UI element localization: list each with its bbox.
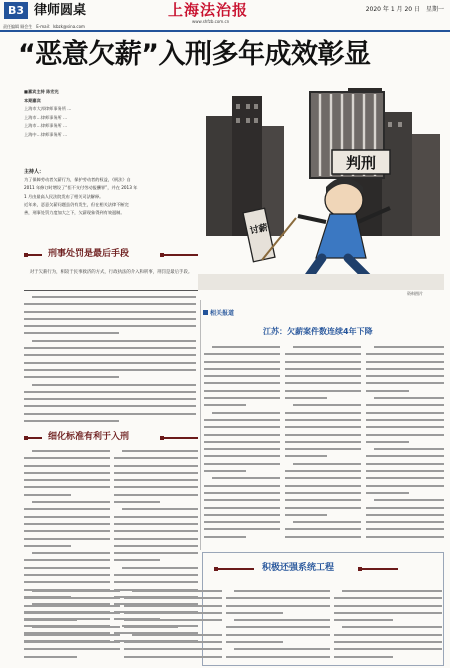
page-number-badge: B3 <box>4 2 28 19</box>
article-column <box>366 346 444 543</box>
text-line-placeholder <box>32 501 110 503</box>
text-line-placeholder <box>212 412 280 414</box>
text-line-placeholder <box>204 441 280 443</box>
text-line-placeholder <box>366 485 444 487</box>
text-line-placeholder <box>285 382 361 384</box>
credit-line: 上海市…律师事务所 … <box>24 114 68 120</box>
text-line-placeholder <box>24 457 110 459</box>
text-line-placeholder <box>366 426 444 428</box>
text-line-placeholder <box>32 296 196 298</box>
text-line-placeholder <box>124 619 222 621</box>
text-line-placeholder <box>293 521 361 523</box>
text-line-placeholder <box>226 612 283 614</box>
text-line-placeholder <box>285 470 361 472</box>
text-line-placeholder <box>285 507 361 509</box>
text-line-placeholder <box>114 574 198 576</box>
text-line-placeholder <box>226 634 330 636</box>
text-line-placeholder <box>114 465 198 467</box>
text-line-placeholder <box>24 413 196 415</box>
text-line-placeholder <box>24 405 196 407</box>
sign-text-sentencing: 判刑 <box>345 154 377 172</box>
credit-line: ■嘉宾主持 陈宏光 <box>24 89 59 94</box>
text-line-placeholder <box>366 455 444 457</box>
section-title: 刑事处罚是最后手段 <box>48 249 130 259</box>
text-line-placeholder <box>334 619 393 621</box>
text-line-placeholder <box>204 470 246 472</box>
article-column <box>226 590 330 663</box>
column-divider <box>200 300 201 550</box>
text-line-placeholder <box>24 530 110 532</box>
text-line-placeholder <box>226 597 330 599</box>
section-title: 细化标准有利于入刑 <box>48 432 130 442</box>
text-line-placeholder <box>204 507 280 509</box>
text-line-placeholder <box>285 426 361 428</box>
text-line-placeholder <box>374 346 444 348</box>
text-line-placeholder <box>334 656 393 658</box>
text-line-placeholder <box>204 390 280 392</box>
text-line-placeholder <box>32 552 110 554</box>
text-line-placeholder <box>285 441 361 443</box>
text-line-placeholder <box>114 530 198 532</box>
text-line-placeholder <box>204 434 280 436</box>
text-line-placeholder <box>24 332 119 334</box>
text-line-placeholder <box>32 590 120 592</box>
text-line-placeholder <box>24 538 110 540</box>
article-column <box>204 346 280 543</box>
text-line-placeholder <box>24 369 196 371</box>
text-line-placeholder <box>24 472 110 474</box>
text-line-placeholder <box>24 567 110 569</box>
text-line-placeholder <box>226 605 330 607</box>
text-line-placeholder <box>124 656 222 658</box>
text-line-placeholder <box>24 362 196 364</box>
text-line-placeholder <box>204 536 246 538</box>
text-line-placeholder <box>24 612 120 614</box>
text-line-placeholder <box>293 404 361 406</box>
text-line-placeholder <box>114 457 198 459</box>
text-line-placeholder <box>24 391 196 393</box>
text-line-placeholder <box>285 412 361 414</box>
text-line-placeholder <box>24 479 110 481</box>
text-line-placeholder <box>114 516 198 518</box>
credit-line: 上海中…律师事务所 … <box>24 131 68 137</box>
text-line-placeholder <box>24 574 110 576</box>
related-report-label: 相关报道 <box>203 310 234 318</box>
text-line-placeholder <box>24 648 120 650</box>
text-line-placeholder <box>204 485 280 487</box>
text-line-placeholder <box>24 494 71 496</box>
text-line-placeholder <box>114 552 198 554</box>
text-line-placeholder <box>24 523 110 525</box>
text-line-placeholder <box>285 434 361 436</box>
text-line-placeholder <box>32 450 110 452</box>
section-ornament <box>24 254 42 256</box>
text-line-placeholder <box>204 426 280 428</box>
text-line-placeholder <box>293 346 361 348</box>
text-line-placeholder <box>24 303 196 305</box>
text-line-placeholder <box>366 507 444 509</box>
text-line-placeholder <box>334 648 442 650</box>
text-line-placeholder <box>226 641 283 643</box>
text-line-placeholder <box>24 465 110 467</box>
article-column <box>334 590 442 663</box>
text-line-placeholder <box>204 361 280 363</box>
text-line-placeholder <box>234 619 330 621</box>
text-line-placeholder <box>24 641 120 643</box>
text-line-placeholder <box>334 605 442 607</box>
text-line-placeholder <box>366 441 409 443</box>
text-line-placeholder <box>204 375 280 377</box>
text-line-placeholder <box>124 597 222 599</box>
section-name: 律师圆桌 <box>34 3 87 18</box>
text-line-placeholder <box>366 382 444 384</box>
text-line-placeholder <box>124 605 222 607</box>
photo-credit: 资料图片 <box>407 291 423 296</box>
text-line-placeholder <box>24 311 196 313</box>
text-line-placeholder <box>366 514 444 516</box>
lead-line: 近年来，恶意欠薪问题虽仍有发生，但在相关法律不断完 <box>24 201 129 207</box>
text-line-placeholder <box>204 404 246 406</box>
text-line-placeholder <box>122 450 198 452</box>
text-line-placeholder <box>212 477 280 479</box>
text-line-placeholder <box>204 419 280 421</box>
text-line-placeholder <box>24 656 77 658</box>
lead-line: 1 月由最高人民法院发布了相关司法解释。 <box>24 193 104 199</box>
text-line-placeholder <box>366 390 409 392</box>
text-line-placeholder <box>334 641 442 643</box>
text-line-placeholder <box>334 612 442 614</box>
text-line-placeholder <box>285 485 361 487</box>
credit-line: 本期嘉宾 <box>24 97 41 103</box>
text-line-placeholder <box>285 492 361 494</box>
text-line-placeholder <box>122 567 198 569</box>
section-ornament <box>160 254 198 256</box>
text-line-placeholder <box>366 404 444 406</box>
text-line-placeholder <box>285 397 327 399</box>
text-line-placeholder <box>114 501 160 503</box>
article-column <box>124 590 222 663</box>
lead-line: 善，刑事处罚力度加大之下，欠薪现象得到有效遏制。 <box>24 210 125 216</box>
newspaper-logo: 上海法治报 <box>168 1 249 19</box>
text-line-placeholder <box>226 656 330 658</box>
text-line-placeholder <box>114 581 198 583</box>
text-line-placeholder <box>122 508 198 510</box>
text-line-placeholder <box>285 353 361 355</box>
guest-credits <box>24 88 154 139</box>
text-line-placeholder <box>212 346 280 348</box>
section-ornament <box>214 568 254 570</box>
text-line-placeholder <box>366 419 444 421</box>
text-line-placeholder <box>204 397 280 399</box>
text-line-placeholder <box>366 528 444 530</box>
text-line-placeholder <box>124 648 222 650</box>
text-line-placeholder <box>366 470 444 472</box>
text-line-placeholder <box>114 486 198 488</box>
text-line-placeholder <box>32 626 120 628</box>
text-line-placeholder <box>285 477 361 479</box>
text-line-placeholder <box>285 390 361 392</box>
text-line-placeholder <box>366 434 444 436</box>
text-line-placeholder <box>366 368 444 370</box>
text-line-placeholder <box>24 486 110 488</box>
editor-credits: 责任编辑 顾会生 E-mail：lsbzk@sina.com <box>3 24 85 29</box>
text-line-placeholder <box>204 353 280 355</box>
text-line-placeholder <box>24 376 119 378</box>
text-line-placeholder <box>24 354 196 356</box>
text-line-placeholder <box>204 368 280 370</box>
text-line-placeholder <box>24 581 110 583</box>
text-line-placeholder <box>24 516 110 518</box>
text-line-placeholder <box>204 382 280 384</box>
text-line-placeholder <box>24 619 77 621</box>
section-quote: 对于欠薪行为，相较于民事救济的方式，行政执法的介入和刑事，刑罚是最后手段。 <box>29 270 193 275</box>
text-line-placeholder <box>342 626 442 628</box>
text-line-placeholder <box>114 523 198 525</box>
text-line-placeholder <box>24 559 110 561</box>
host-introduction <box>24 168 196 217</box>
text-line-placeholder <box>124 612 222 614</box>
text-line-placeholder <box>24 508 110 510</box>
text-line-placeholder <box>374 499 444 501</box>
text-line-placeholder <box>285 361 361 363</box>
text-line-placeholder <box>114 538 198 540</box>
text-line-placeholder <box>24 347 196 349</box>
lead-line: 2011 年修订时增设了“拒不支付劳动报酬罪”，并在 2013 年 <box>24 185 138 191</box>
text-line-placeholder <box>204 448 280 450</box>
lead-line: 为了保障劳动者欠薪行为，保护劳动者的权益，《刑法》自 <box>24 177 131 182</box>
text-line-placeholder <box>366 361 444 363</box>
text-line-placeholder <box>124 626 178 628</box>
text-line-placeholder <box>285 528 361 530</box>
text-line-placeholder <box>132 590 222 592</box>
cartoon-illustration <box>198 82 444 290</box>
text-line-placeholder <box>24 597 120 599</box>
text-line-placeholder <box>124 641 222 643</box>
article-column <box>285 346 361 543</box>
section-ornament <box>358 568 398 570</box>
text-line-placeholder <box>285 455 327 457</box>
text-line-placeholder <box>204 499 280 501</box>
text-line-placeholder <box>114 479 198 481</box>
text-line-placeholder <box>114 545 198 547</box>
section-title: 积极还强系统工程 <box>262 563 335 573</box>
text-line-placeholder <box>293 463 361 465</box>
text-line-placeholder <box>285 448 361 450</box>
text-line-placeholder <box>342 590 442 592</box>
text-line-placeholder <box>24 605 120 607</box>
text-line-placeholder <box>204 455 280 457</box>
text-line-placeholder <box>234 648 330 650</box>
sentencing-sign <box>332 150 390 174</box>
masthead <box>0 0 450 22</box>
host-label: 主持人： <box>24 169 45 175</box>
newspaper-url: www.shfzb.com.cn <box>192 19 230 24</box>
text-line-placeholder <box>285 419 361 421</box>
text-line-placeholder <box>24 545 71 547</box>
text-line-placeholder <box>366 477 444 479</box>
text-line-placeholder <box>366 463 444 465</box>
credit-line: 上海市大邦律师事务所 … <box>24 106 72 111</box>
text-line-placeholder <box>24 420 119 422</box>
text-line-placeholder <box>374 448 444 450</box>
text-line-placeholder <box>234 590 330 592</box>
text-line-placeholder <box>132 634 222 636</box>
text-line-placeholder <box>204 521 280 523</box>
masthead-divider <box>0 30 450 32</box>
page-headline: “恶意欠薪”入刑多年成效彰显 <box>18 39 371 70</box>
quote-divider <box>24 290 198 291</box>
text-line-placeholder <box>366 412 444 414</box>
text-line-placeholder <box>285 514 327 516</box>
text-line-placeholder <box>114 494 198 496</box>
sign-text-wage: 讨薪 <box>249 223 269 237</box>
ground <box>198 274 444 290</box>
credit-line: 上海市…律师事务所 … <box>24 123 68 128</box>
text-line-placeholder <box>204 492 280 494</box>
text-line-placeholder <box>204 528 280 530</box>
text-line-placeholder <box>32 384 196 386</box>
text-line-placeholder <box>24 325 196 327</box>
text-line-placeholder <box>114 559 160 561</box>
text-line-placeholder <box>374 397 444 399</box>
text-line-placeholder <box>32 340 196 342</box>
text-line-placeholder <box>24 318 196 320</box>
text-line-placeholder <box>366 492 409 494</box>
text-line-placeholder <box>334 597 442 599</box>
text-line-placeholder <box>24 634 120 636</box>
text-line-placeholder <box>366 536 444 538</box>
text-line-placeholder <box>114 472 198 474</box>
article-column <box>24 296 196 427</box>
text-line-placeholder <box>204 463 280 465</box>
text-line-placeholder <box>24 398 196 400</box>
text-line-placeholder <box>285 499 361 501</box>
text-line-placeholder <box>285 375 361 377</box>
text-line-placeholder <box>285 368 361 370</box>
article-column <box>24 590 120 663</box>
text-line-placeholder <box>366 353 444 355</box>
text-line-placeholder <box>334 634 442 636</box>
text-line-placeholder <box>226 626 330 628</box>
text-line-placeholder <box>285 536 361 538</box>
text-line-placeholder <box>366 375 444 377</box>
text-line-placeholder <box>366 521 444 523</box>
section-ornament <box>160 437 198 439</box>
issue-date: 2020 年 1 月 20 日 星期一 <box>365 6 444 13</box>
related-report-headline: 江苏：欠薪案件数连续4年下降 <box>263 327 373 336</box>
section-ornament <box>24 437 42 439</box>
text-line-placeholder <box>204 514 280 516</box>
